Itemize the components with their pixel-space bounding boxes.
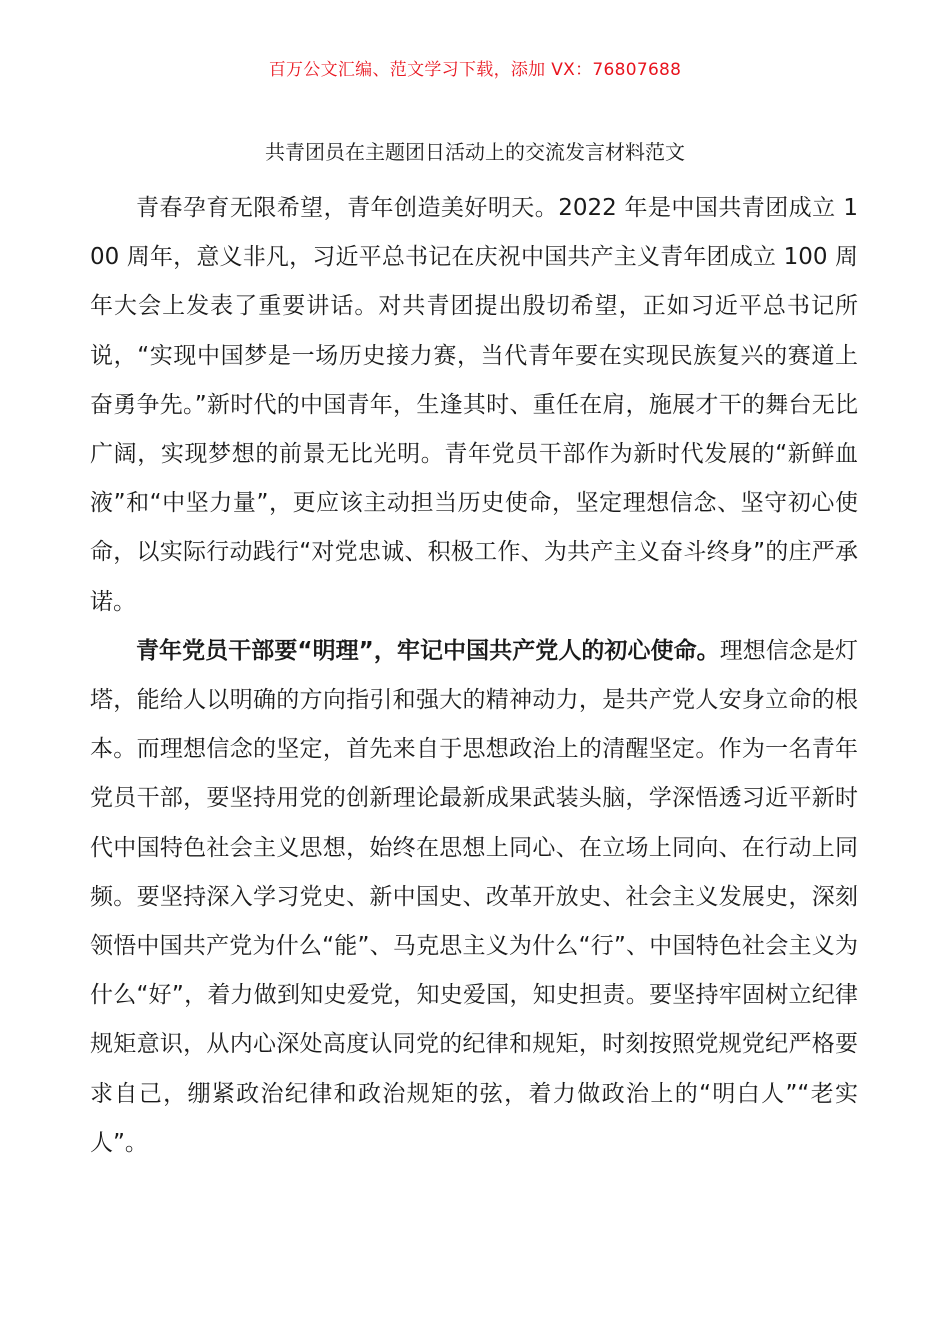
document-body [90, 184, 858, 1168]
paragraph-lead-heading: 青年党员干部要“明理”，牢记中国共产党人的初心使命。 [136, 637, 720, 664]
paragraph-intro [90, 184, 858, 627]
paragraph-mingli [90, 627, 858, 1168]
paragraph-text: 理想信念是灯塔，能给人以明确的方向指引和强大的精神动力，是共产党人安身立命的根本。而理想信念的坚定，首先来自于思想政治上的清醒坚定。作为一名青年党员干部，要坚持用党的创新理论最新成果武装头脑，学深悟透习近平新时代中国特色社会主义思想，始终在思想上同心、在立场上同向、在行动上同频。要坚持深入学习党史、新中国史、改革开放史、社会主义发展史，深刻领悟中国共产党为什么“能”、马克思主义为什么“行”、中国特色社会主义为什么“好”，着力做到知史爱党，知史爱国，知史担责。要坚持牢固树立纪律规矩意识，从内心深处高度认同党的纪律和规矩，时刻按照党规党纪严格要求自己，绷紧政治纪律和政治规矩的弦，着力做政治上的“明白人”“老实人”。 [90, 637, 859, 1156]
document-title: 共青团员在主题团日活动上的交流发言材料范文 [265, 140, 685, 164]
header-promo-note: 百万公文汇编、范文学习下载，添加 VX：76807688 [268, 60, 682, 80]
paragraph-text: 青春孕育无限希望，青年创造美好明天。2022 年是中国共青团成立 100 周年，意义非凡，习近平总书记在庆祝中国共产主义青年团成立 100 周年大会上发表了重要讲话。对共青团提出殷切希望，正如习近平总书记所说，“实现中国梦是一场历史接力赛，当代青年要在实现民族复兴的赛道上奋勇争先。”新时代的中国青年，生逢其时、重任在肩，施展才干的舞台无比广阔，实现梦想的前景无比光明。青年党员干部作为新时代发展的“新鲜血液”和“中坚力量”，更应该主动担当历史使命，坚定理想信念、坚守初心使命，以实际行动践行“对党忠诚、积极工作、为共产主义奋斗终身”的庄严承诺。 [90, 195, 858, 615]
